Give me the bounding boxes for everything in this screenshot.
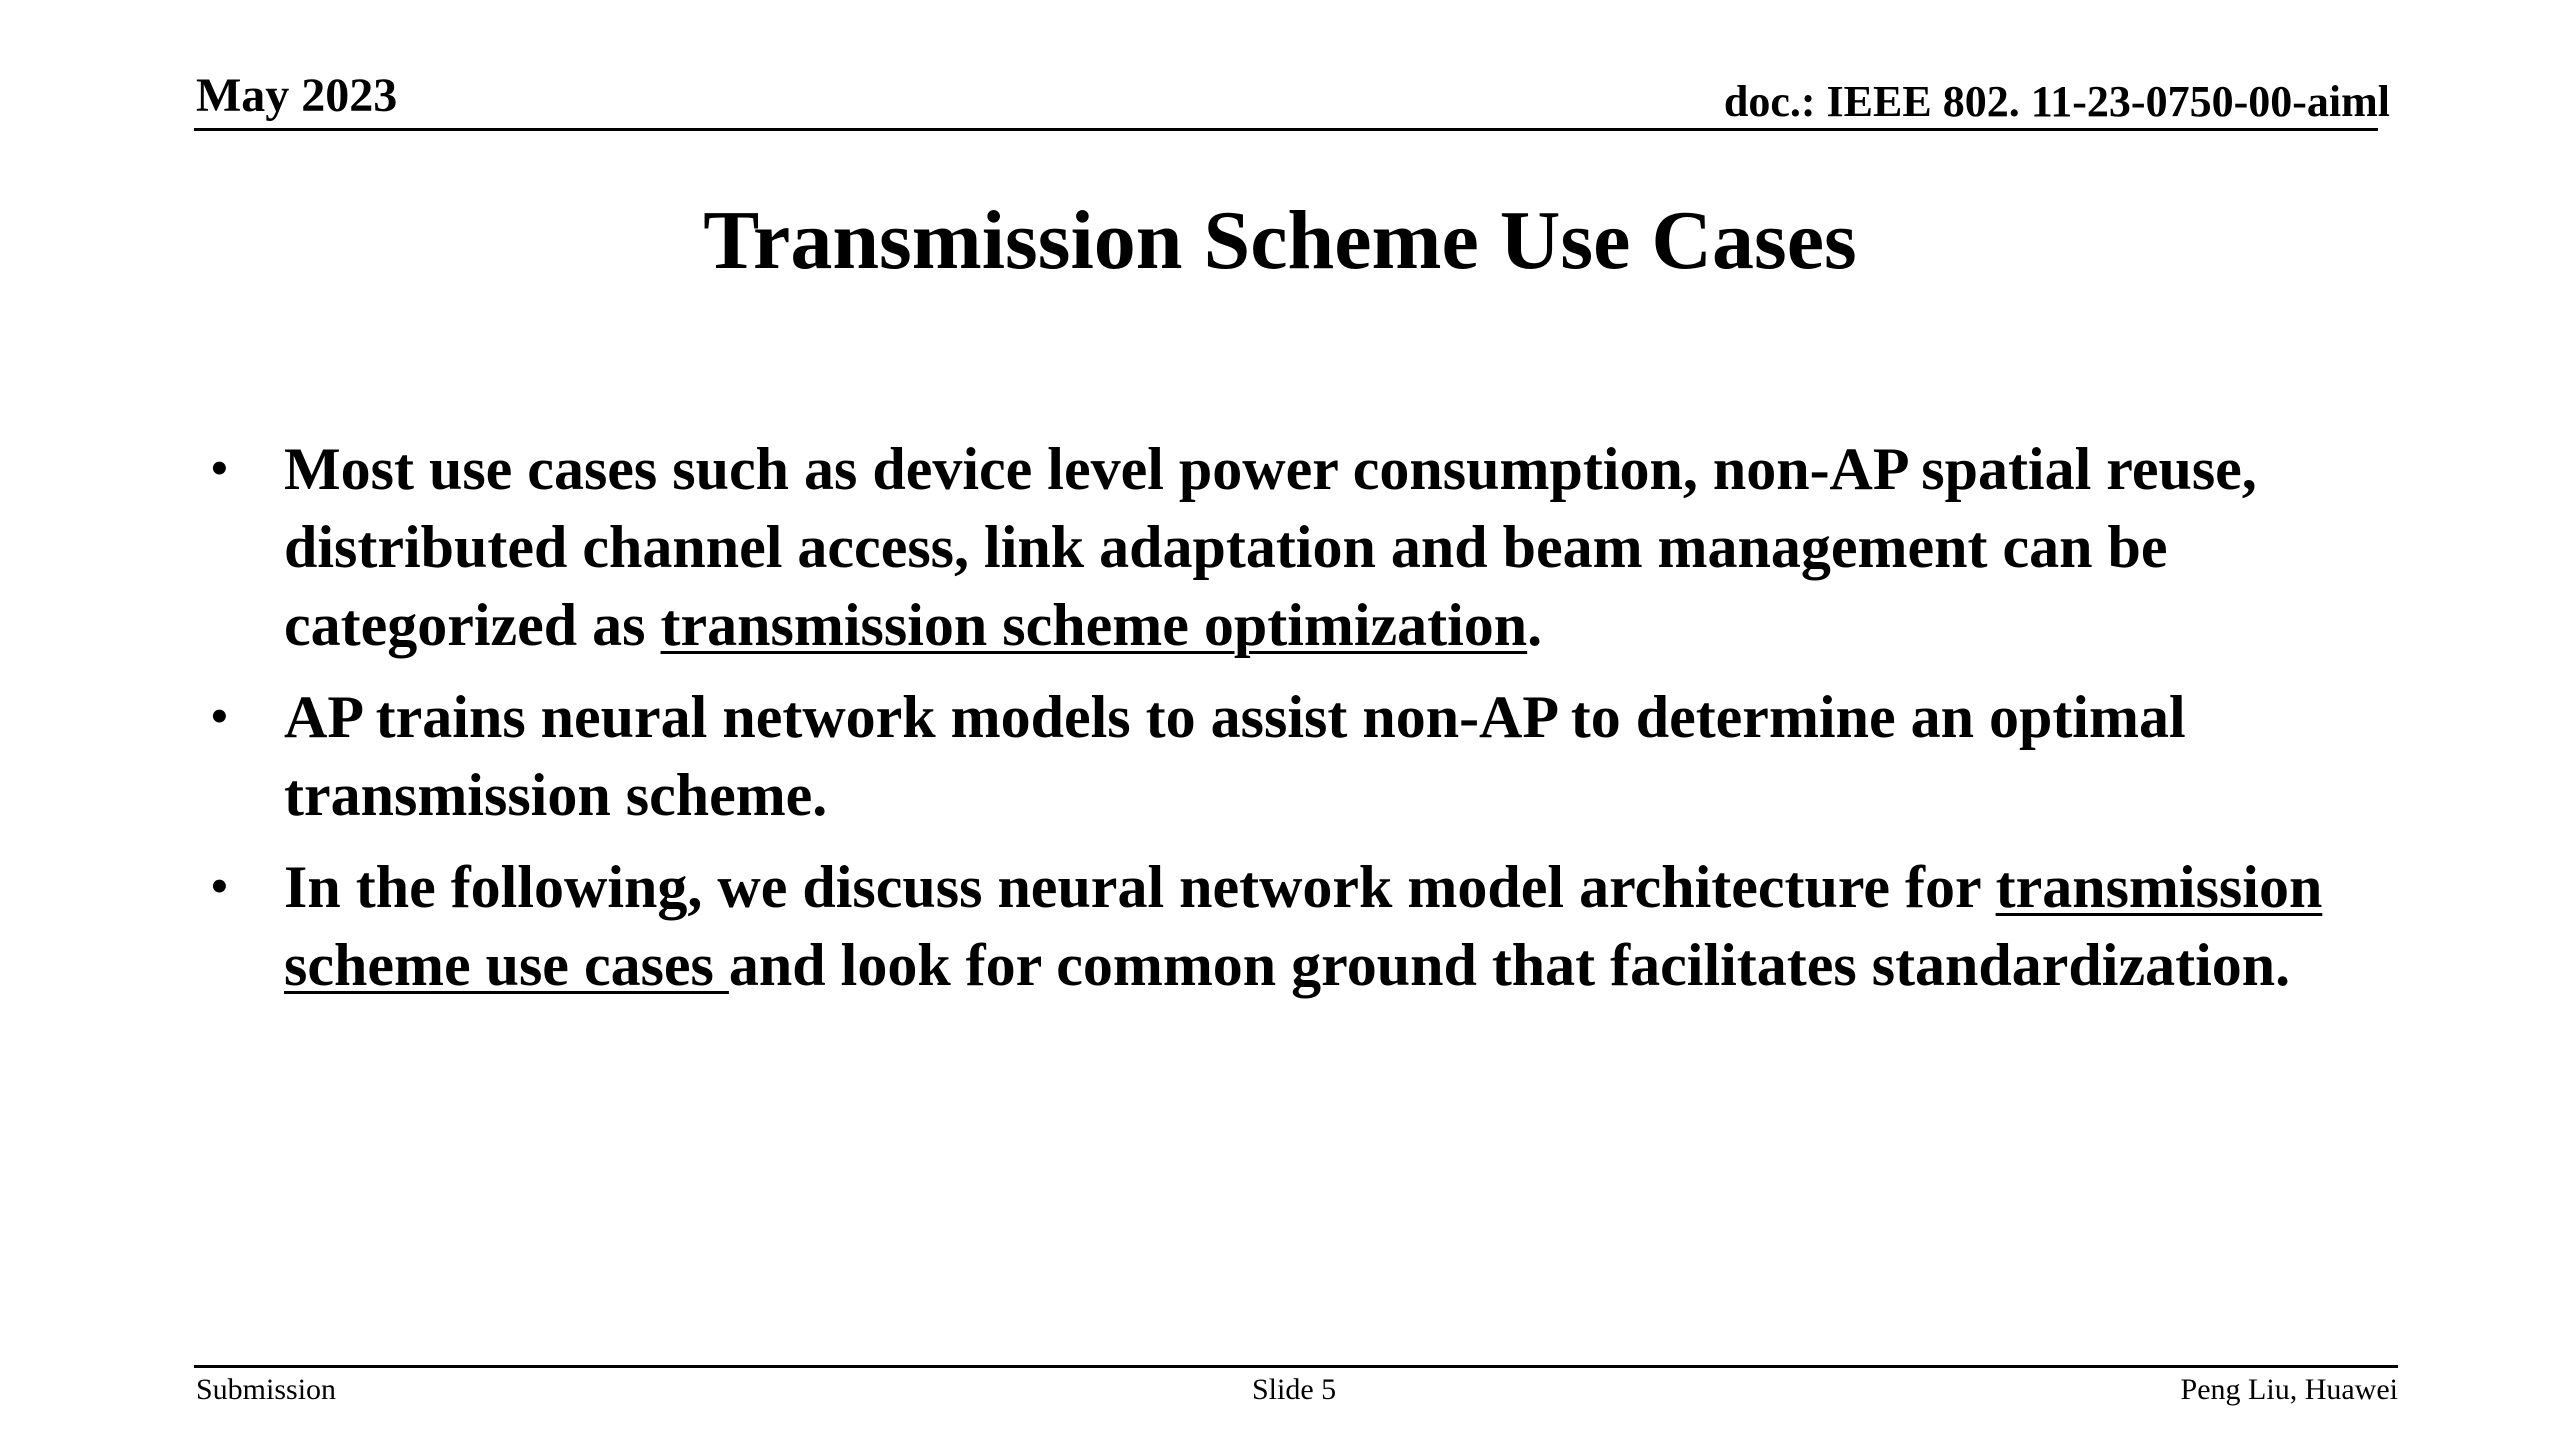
- bullet-text-end: and look for common ground that facilitates standardization.: [728, 932, 2291, 998]
- footer-author: Peng Liu, Huawei: [2180, 1373, 2398, 1406]
- header-divider: [194, 128, 2378, 131]
- footer-slide-number: Slide 5: [1252, 1373, 1337, 1406]
- slide-title: Transmission Scheme Use Cases: [703, 194, 1857, 287]
- bullet-list: [211, 430, 2384, 1018]
- header-date: May 2023: [196, 69, 398, 122]
- header-document-id: doc.: IEEE 802. 11-23-0750-00-aiml: [1723, 77, 2390, 126]
- bullet-item-3: [211, 848, 2384, 1004]
- bullet-icon: •: [211, 860, 228, 913]
- footer-submission: Submission: [196, 1373, 337, 1406]
- bullet-text: Most use cases such as device level power consumption, non-AP spatial reuse, distributed channel access, link adaptation and beam management can be categorized as: [284, 436, 2257, 658]
- bullet-text: AP trains neural network models to assist non-AP to determine an optimal transmission scheme.: [284, 684, 2186, 828]
- bullet-underlined-text: transmission scheme use cases: [284, 854, 2323, 998]
- bullet-icon: •: [211, 690, 228, 743]
- bullet-item-2: [211, 678, 2384, 834]
- bullet-underlined-text: transmission scheme optimization: [660, 592, 1528, 658]
- bullet-icon: •: [211, 442, 228, 495]
- bullet-text: In the following, we discuss neural network model architecture for: [284, 854, 1996, 920]
- bullet-text-end: .: [1527, 592, 1543, 658]
- footer-divider: [194, 1365, 2398, 1368]
- bullet-item-1: [211, 430, 2384, 664]
